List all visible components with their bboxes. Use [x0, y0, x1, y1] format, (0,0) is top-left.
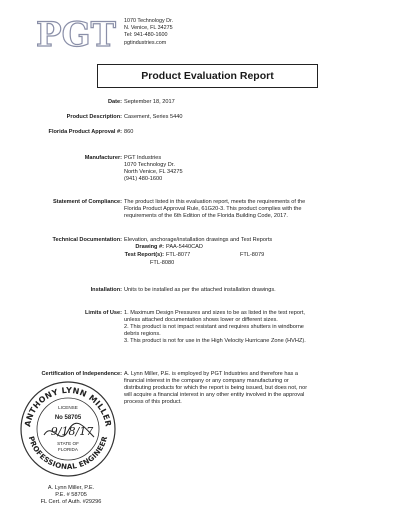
installation-value: Units to be installed as per the attached installation drawings. — [124, 287, 276, 293]
manufacturer-line: PGT Industries — [124, 155, 162, 161]
limits-text — [124, 310, 396, 345]
manufacturer-line: (941) 480-1600 — [124, 176, 163, 182]
compliance-label: Statement of Compliance: — [53, 199, 122, 205]
seal-title-arc: PROFESSIONAL ENGINEER — [26, 435, 110, 472]
product-description-value: Casement, Series 5440 — [124, 114, 183, 120]
seal-state-line2: FLORIDA — [58, 447, 78, 452]
drawing-label: Drawing #: — [135, 244, 164, 250]
limits-line: unless attached documentation shows lower or different sizes. — [124, 317, 278, 324]
manufacturer-line: 1070 Technology Dr. — [124, 162, 175, 168]
test-report-label: Test Report(s): — [124, 252, 164, 258]
limits-line: 1. Maximum Design Pressures and sizes to be as listed in the test report, — [124, 310, 305, 316]
independence-line: distributing products for which the report is being issued, but does not, nor — [124, 385, 308, 392]
seal-number: No 58705 — [54, 415, 82, 421]
independence-text — [124, 371, 396, 406]
signer-name: A. Lynn Miller, P.E. — [47, 485, 95, 491]
compliance-line: The product listed in this evaluation report, meets the requirements of the — [124, 199, 306, 205]
test-report-value: FTL-8080 — [150, 260, 175, 266]
seal-license: LICENSE — [58, 405, 78, 410]
limits-line: debris regions. — [124, 331, 161, 338]
seal-date-signature: 9/18/17 — [50, 425, 94, 438]
independence-line: process of this product. — [124, 399, 182, 406]
limits-line: 3. This product is not for use in the High Velocity Hurricane Zone (HVHZ). — [124, 338, 306, 345]
date-label: Date: — [108, 99, 122, 105]
independence-label: Certification of Independence: — [41, 371, 122, 377]
limits-label: Limits of Use: — [85, 310, 122, 316]
seal-name-arc: ANTHONY LYNN MILLER — [23, 385, 113, 428]
signer-auth: FL Cert. of Auth. #29296 — [40, 499, 102, 505]
compliance-line: Florida Product Approval Rule, 61G20-3. This product complies with the — [124, 206, 302, 213]
engineer-seal — [18, 379, 118, 479]
independence-line: A. Lynn Miller, P.E. is employed by PGT Industries and therefore has a — [124, 371, 299, 377]
signature-block — [36, 485, 106, 506]
independence-line: financial interest in the company or any company manufacturing or — [124, 378, 289, 385]
approval-label: Florida Product Approval #: — [48, 129, 122, 135]
product-description-label: Product Description: — [66, 114, 122, 120]
logo-text: PGT — [36, 15, 116, 55]
approval-value: 860 — [124, 129, 134, 135]
seal-state-line1: STATE OF — [57, 441, 79, 446]
company-logo — [34, 14, 116, 55]
test-report-value: FTL-8077 — [166, 252, 191, 258]
installation-label: Installation: — [90, 287, 122, 293]
address-line: Tel: 941-480-1600 — [124, 32, 168, 39]
date-value: September 18, 2017 — [124, 99, 175, 105]
drawing-value: PAA-5440CAD — [166, 244, 203, 250]
limits-line: 2. This product is not impact resistant and requires shutters in windborne — [124, 324, 304, 331]
compliance-text — [124, 199, 394, 220]
company-address — [124, 18, 173, 47]
address-line: N. Venice, FL 34275 — [124, 25, 173, 32]
address-line: pgtindustries.com — [124, 39, 167, 46]
manufacturer-label: Manufacturer: — [84, 155, 122, 161]
address-line: 1070 Technology Dr. — [124, 18, 174, 24]
compliance-line: requirements of the 6th Edition of the Florida Building Code, 2017. — [124, 213, 288, 220]
technical-value: Elevation, anchorage/installation drawings and Test Reports — [124, 237, 273, 243]
manufacturer-block — [124, 155, 183, 183]
test-report-value: FTL-8079 — [240, 252, 265, 258]
signer-pe: P.E. # 58705 — [55, 492, 87, 498]
report-title: Product Evaluation Report — [97, 64, 318, 88]
independence-line: will acquire a financial interest in any other entity involved in the approval — [124, 392, 305, 399]
manufacturer-line: North Venice, FL 34275 — [124, 169, 183, 175]
technical-label: Technical Documentation: — [52, 237, 122, 243]
